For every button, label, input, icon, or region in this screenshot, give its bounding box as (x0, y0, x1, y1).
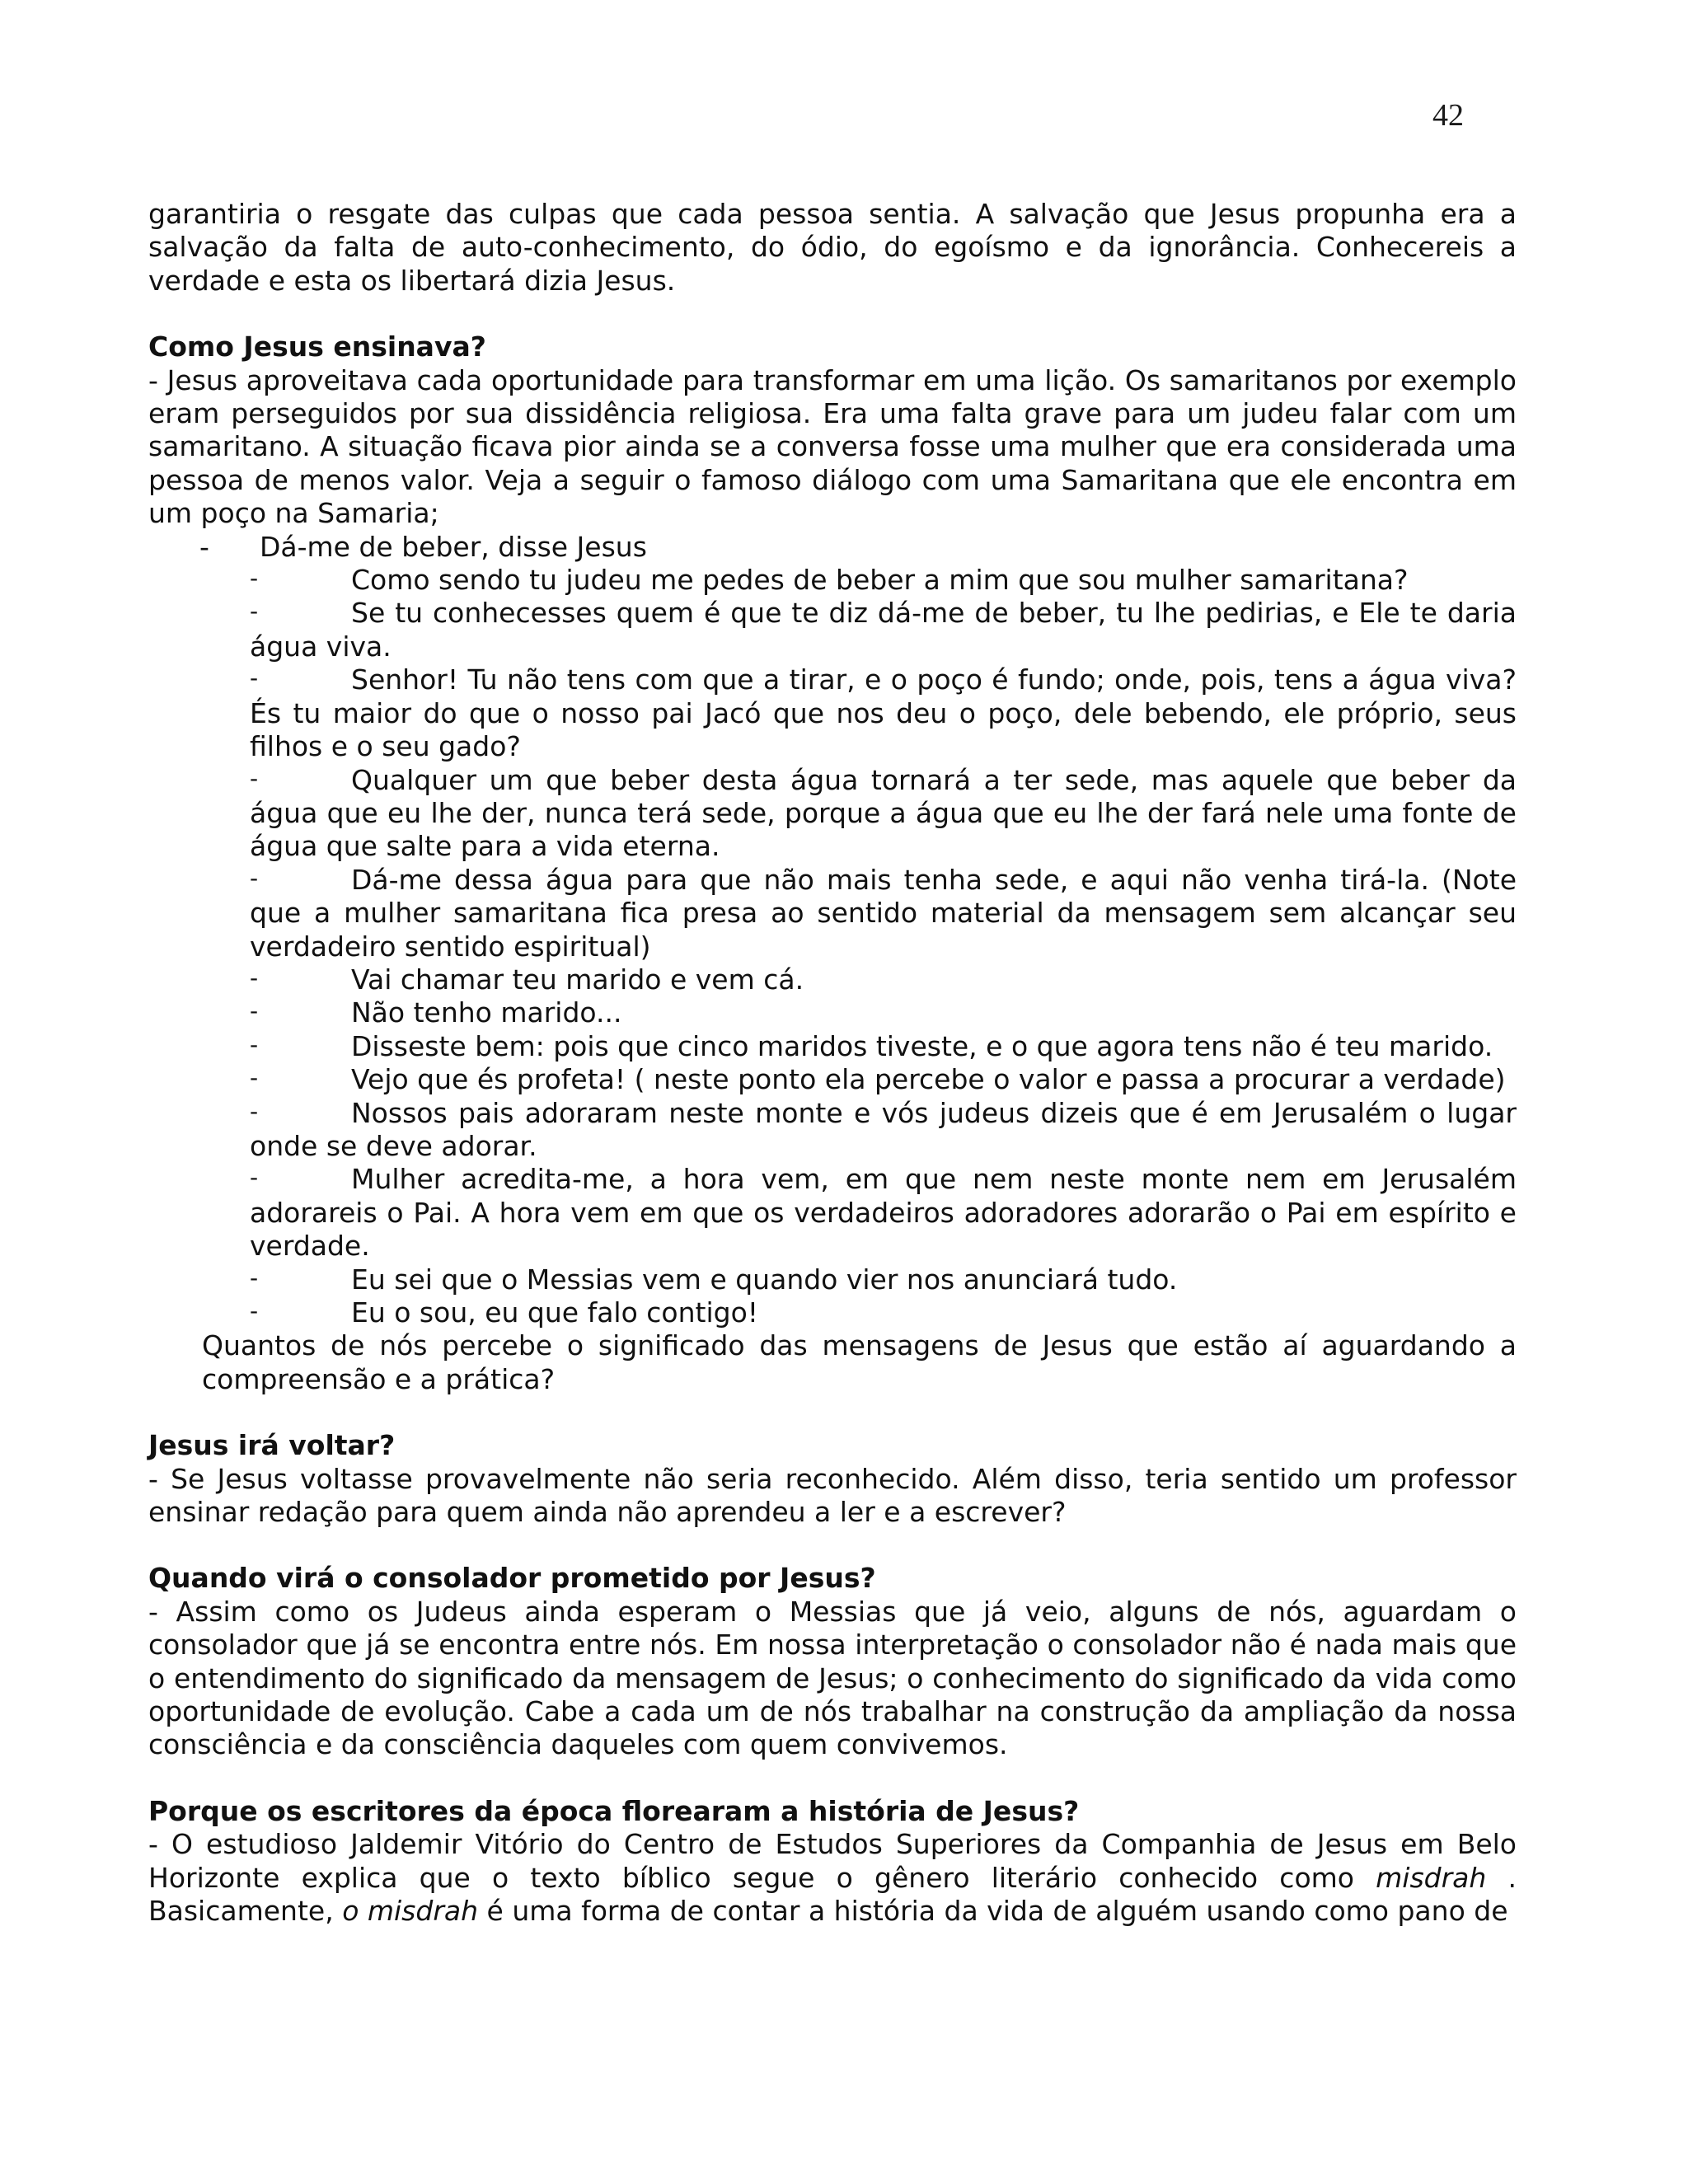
list-dash: - (250, 963, 259, 991)
paragraph-gap (148, 298, 1517, 330)
dialog-item-text: Qualquer um que beber desta água tornará a ter sede, mas aquele que beber da água que eu lhe der, nunca terá sede, porque a água que eu lhe der fará nele uma fonte de água que salte para a vida eterna. (250, 763, 1517, 863)
section-paragraph-consoler: - Assim como os Judeus ainda esperam o Messias que já veio, alguns de nós, aguardam o consolador que já se encontra entre nós. Em nossa interpretação o consolador não é nada mais que o entendimento do significado da mensagem de Jesus; o conhecimento do significado da vida como oportunidade de evolução. Cabe a cada um de nós trabalhar na construção da ampliação da nossa consciência e da consciência daqueles com quem convivemos. (148, 1595, 1517, 1761)
section-heading-writers: Porque os escritores da época florearam a história de Jesus? (148, 1794, 1080, 1827)
dialog-item-text: Vejo que és profeta! ( neste ponto ela percebe o valor e passa a procurar a verdade) (351, 1063, 1506, 1096)
dialog-item (250, 764, 1517, 864)
list-dash: - (250, 997, 259, 1025)
dialog-item (250, 564, 1517, 597)
dialog-item-text: Eu sei que o Messias vem e quando vier nos anunciará tudo. (351, 1263, 1178, 1296)
section-heading-consoler: Quando virá o consolador prometido por Jesus? (148, 1562, 876, 1595)
list-dash: - (250, 598, 259, 626)
list-dash: - (250, 1263, 259, 1291)
dialog-item-text: Disseste bem: pois que cinco maridos tiveste, e o que agora tens não é teu marido. (351, 1029, 1493, 1062)
section-heading-jesus-return: Jesus irá voltar? (148, 1429, 396, 1462)
closing-question: Quantos de nós percebe o significado das mensagens de Jesus que estão aí aguardando a compreensão e a prática? (202, 1329, 1517, 1395)
dialog-list (148, 564, 1517, 1329)
dialog-item-text: Senhor! Tu não tens com que a tirar, e o poço é fundo; onde, pois, tens a água viva? És tu maior do que o nosso pai Jacó que nos deu o poço, dele bebendo, ele próprio, seus filhos e o seu gado? (250, 663, 1517, 763)
paragraph-gap (148, 1762, 1517, 1795)
list-dash: - (199, 530, 209, 563)
list-dash: - (250, 565, 259, 593)
section-heading-how-jesus-taught: Como Jesus ensinava? (148, 330, 486, 363)
document-body (148, 198, 1517, 1929)
dialog-item-text: Se tu conhecesses quem é que te diz dá-me de beber, tu lhe pedirias, e Ele te daria água viva. (250, 597, 1517, 663)
dialog-item-text: Como sendo tu judeu me pedes de beber a mim que sou mulher samaritana? (351, 564, 1409, 597)
section-paragraph-jesus-return: - Se Jesus voltasse provavelmente não seria reconhecido. Além disso, teria sentido um professor ensinar redação para quem ainda não aprendeu a ler e a escrever? (148, 1462, 1517, 1529)
list-dash: - (250, 1164, 259, 1192)
intro-paragraph: garantiria o resgate das culpas que cada pessoa sentia. A salvação que Jesus propunha era a salvação da falta de auto-conhecimento, do ódio, do egoísmo e da ignorância. Conhecereis a verdade e esta os libertará dizia Jesus. (148, 198, 1517, 297)
list-dash: - (250, 1297, 259, 1324)
dialog-item (250, 996, 1517, 1029)
list-dash: - (250, 1097, 259, 1125)
dialog-item (250, 1097, 1517, 1164)
dialog-item-text: Dá-me dessa água para que não mais tenha sede, e aqui não venha tirá-la. (Note que a mulher samaritana fica presa ao sentido material da mensagem sem alcançar seu verdadeiro sentido espiritual) (250, 863, 1517, 963)
dialog-item (250, 597, 1517, 663)
page-number: 42 (1432, 98, 1464, 133)
dialog-first-line-text: Dá-me de beber, disse Jesus (260, 530, 647, 563)
dialog-first-line (148, 531, 1517, 564)
list-dash: - (250, 664, 259, 692)
term-o-misdrah: o misdrah (342, 1895, 479, 1928)
dialog-item-text: Mulher acredita-me, a hora vem, em que nem neste monte nem em Jerusalém adorareis o Pai. A hora vem em que os verdadeiros adoradores adorarão o Pai em espírito e verdade. (250, 1163, 1517, 1263)
dialog-item-text: Não tenho marido... (351, 996, 622, 1029)
section-paragraph-how-jesus-taught: - Jesus aproveitava cada oportunidade para transformar em uma lição. Os samaritanos por exemplo eram perseguidos por sua dissidência religiosa. Era uma falta grave para um judeu falar com um samaritano. A situação ficava pior ainda se a conversa fosse uma mulher que era considerada uma pessoa de menos valor. Veja a seguir o famoso diálogo com uma Samaritana que ele encontra em um poço na Samaria; (148, 363, 1517, 530)
dialog-item (250, 663, 1517, 763)
paragraph-gap (148, 1396, 1517, 1429)
list-dash: - (250, 1030, 259, 1058)
dialog-item (250, 963, 1517, 996)
dialog-item (250, 1163, 1517, 1263)
term-misdrah: misdrah (1376, 1861, 1487, 1894)
list-dash: - (250, 1064, 259, 1092)
dialog-item (250, 1063, 1517, 1096)
writers-text-b: . Basicamente, (148, 1861, 1517, 1928)
dialog-item (250, 1296, 1517, 1329)
writers-text-c: é uma forma de contar a história da vida de alguém usando como pano de (478, 1895, 1508, 1928)
dialog-item-text: Vai chamar teu marido e vem cá. (351, 963, 804, 996)
dialog-item (250, 864, 1517, 963)
list-dash: - (250, 764, 259, 792)
section-paragraph-writers (148, 1828, 1517, 1928)
dialog-item-text: Nossos pais adoraram neste monte e vós judeus dizeis que é em Jerusalém o lugar onde se deve adorar. (250, 1096, 1517, 1162)
paragraph-gap (148, 1529, 1517, 1562)
dialog-item-text: Eu o sou, eu que falo contigo! (351, 1296, 758, 1329)
dialog-item (250, 1263, 1517, 1296)
list-dash: - (250, 864, 259, 892)
dialog-item (250, 1030, 1517, 1063)
writers-text-a: - O estudioso Jaldemir Vitório do Centro de Estudos Superiores da Companhia de Jesus em Belo Horizonte explica que o texto bíblico segue o gênero literário conhecido como (148, 1828, 1517, 1894)
